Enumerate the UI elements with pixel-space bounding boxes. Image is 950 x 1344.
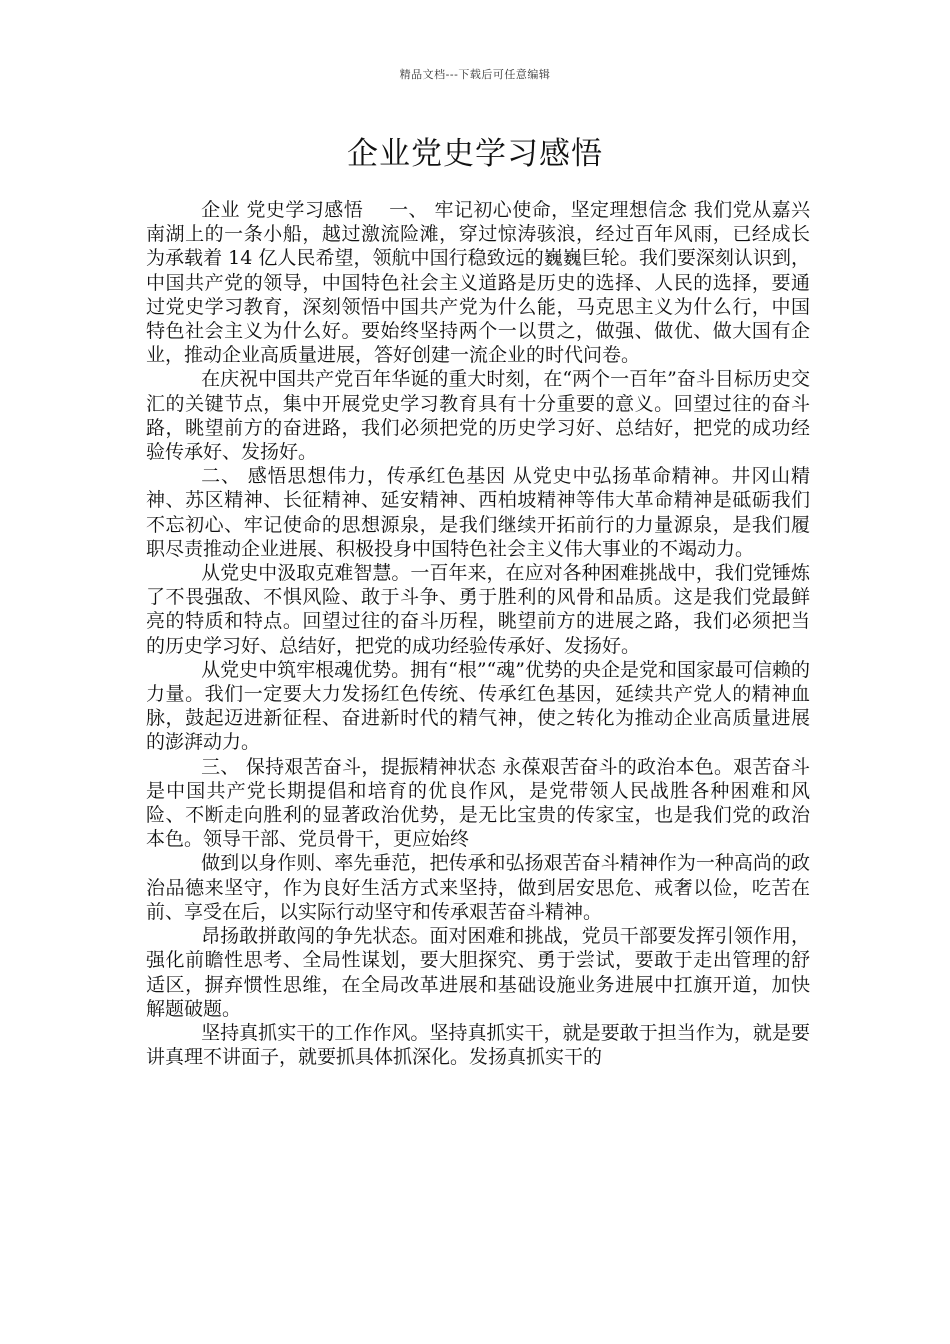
paragraph: 做到以身作则、率先垂范，把传承和弘扬艰苦奋斗精神作为一种高尚的政治品德来坚守，作为良好生活方式来坚持，做到居安思危、戒奢以俭，吃苦在前、享受在后，以实际行动坚守和传承艰苦奋斗精神。 [146,852,810,923]
paragraph: 二、 感悟思想伟力，传承红色基因 从党史中弘扬革命精神。井冈山精神、苏区精神、长征精神、延安精神、西柏坡精神等伟大革命精神是砥砺我们不忘初心、牢记使命的思想源泉，是我们继续开拓前行的力量源泉，是我们履职尽责推动企业进展、积极投身中国特色社会主义伟大事业的不竭动力。 [146,465,810,560]
document-body [146,198,810,1069]
header-note: 精品文档---下载后可任意编辑 [399,68,551,81]
paragraph: 企业 党史学习感悟 一、 牢记初心使命，坚定理想信念 我们党从嘉兴南湖上的一条小船，越过激流险滩，穿过惊涛骇浪，经过百年风雨，已经成长为承载着 14 亿人民希望，领航中国行稳致远的巍巍巨轮。我们要深刻认识到，中国共产党的领导，中国特色社会主义道路是历史的选择、人民的选择，要通过党史学习教育，深刻领悟中国共产党为什么能，马克思主义为什么行，中国特色社会主义为什么好。要始终坚持两个一以贯之，做强、做优、做大国有企业，推动企业高质量进展，答好创建一流企业的时代问卷。 [146,199,810,367]
paragraph: 从党史中筑牢根魂优势。拥有“根”“魂”优势的央企是党和国家最可信赖的力量。我们一定要大力发扬红色传统、传承红色基因，延续共产党人的精神血脉，鼓起迈进新征程、奋进新时代的精气神，使之转化为推动企业高质量进展的澎湃动力。 [146,658,810,754]
document-title: 企业党史学习感悟 [347,136,603,172]
paragraph: 坚持真抓实干的工作作风。坚持真抓实干，就是要敢于担当作为，就是要讲真理不讲面子，就要抓具体抓深化。发扬真抓实干的 [146,1021,810,1069]
paragraph: 在庆祝中国共产党百年华诞的重大时刻，在“两个一百年”奋斗目标历史交汇的关键节点，集中开展党史学习教育具有十分重要的意义。回望过往的奋斗路，眺望前方的奋进路，我们必须把党的历史学习好、总结好，把党的成功经验传承好、发扬好。 [146,368,810,464]
paragraph: 三、 保持艰苦奋斗，提振精神状态 永葆艰苦奋斗的政治本色。艰苦奋斗是中国共产党长期提倡和培育的优良作风，是党带领人民战胜各种困难和风险、不断走向胜利的显著政治优势，是无比宝贵的传家宝，也是我们党的政治本色。领导干部、党员骨干，更应始终 [146,755,810,851]
paragraph: 从党史中汲取克难智慧。一百年来，在应对各种困难挑战中，我们党锤炼了不畏强敌、不惧风险、敢于斗争、勇于胜利的风骨和品质。这是我们党最鲜亮的特质和特点。回望过往的奋斗历程，眺望前方的进展之路，我们必须把当的历史学习好、总结好，把党的成功经验传承好、发扬好。 [146,562,810,657]
paragraph: 昂扬敢拼敢闯的争先状态。面对困难和挑战，党员干部要发挥引领作用，强化前瞻性思考、全局性谋划，要大胆探究、勇于尝试，要敢于走出管理的舒适区，摒弃惯性思维，在全局改革进展和基础设施业务进展中扛旗开道，加快解题破题。 [146,925,810,1020]
